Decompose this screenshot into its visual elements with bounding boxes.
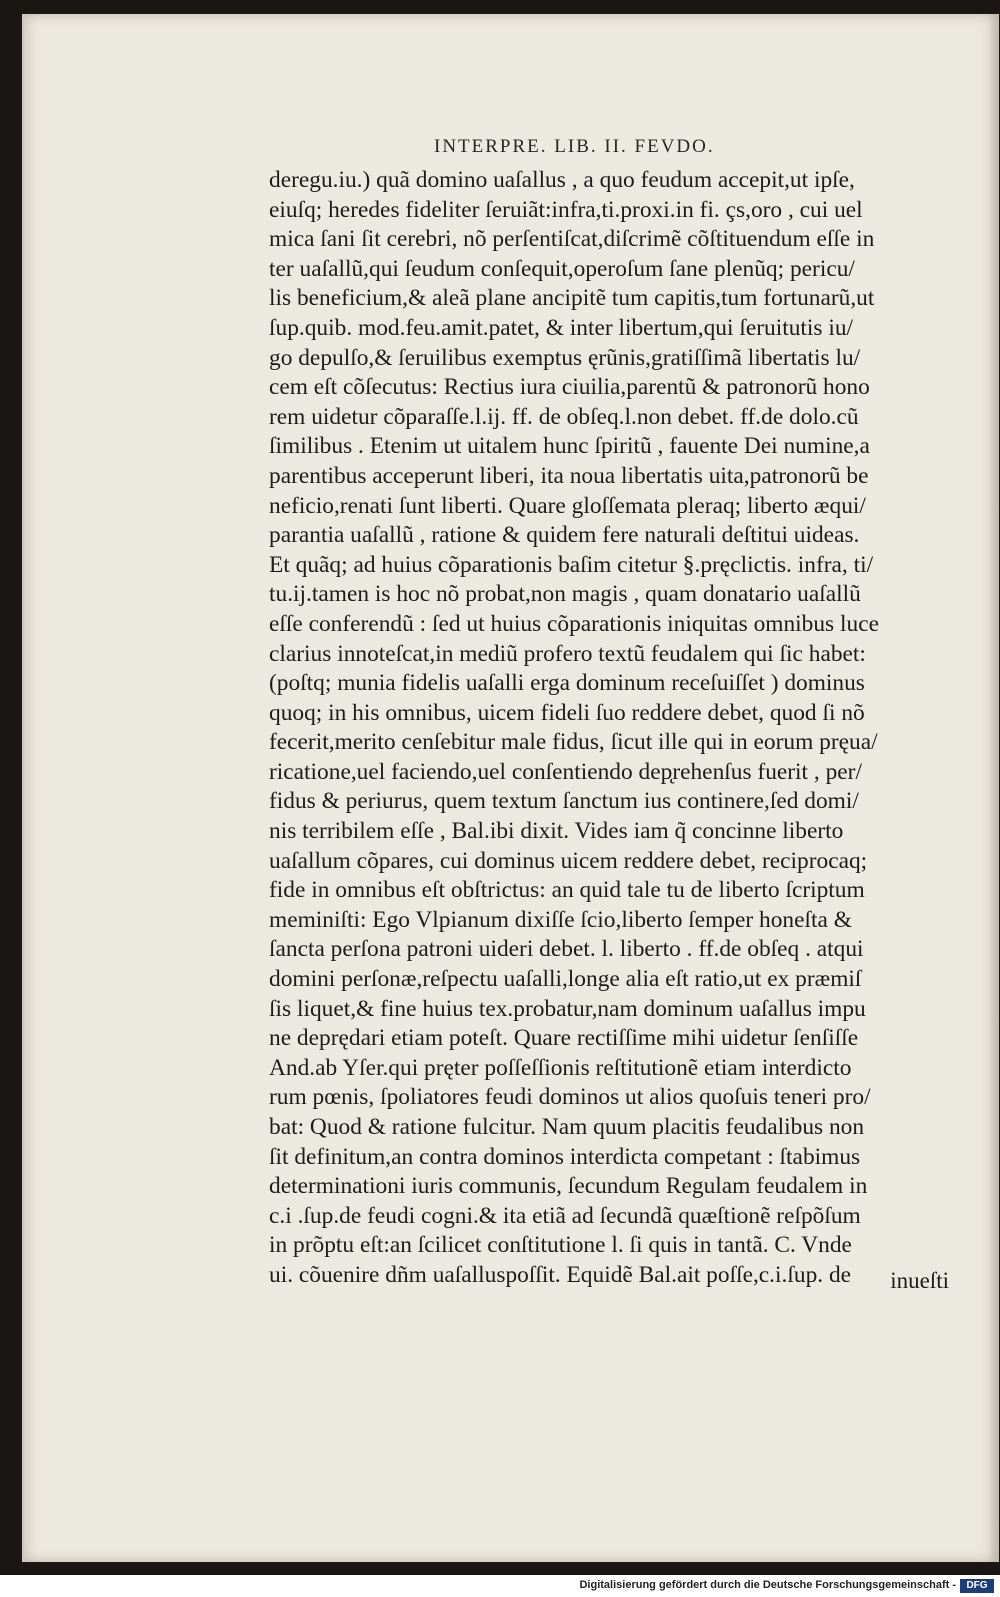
text-line: clarius innoteſcat,in mediũ profero textũ feudalem qui ſic habet:	[269, 640, 866, 667]
text-line: nis terribilem eſſe , Bal.ibi dixit. Vides iam q̃ concinne liberto	[269, 818, 844, 845]
text-line: ter uaſallũ,qui ſeudum conſequit,operoſum ſane plenũq; pericu/	[269, 255, 855, 282]
text-line: fidus & periurus, quem textum ſanctum ius continere,ſed domi/	[269, 788, 859, 815]
text-line: lis beneficium,& aleã plane ancipitẽ tum capitis,tum fortunarũ,ut	[269, 285, 875, 312]
text-line: bat: Quod & ratione fulcitur. Nam quum placitis feudalibus non	[269, 1114, 865, 1140]
text-line: in prõptu eſt:an ſcilicet conſtitutione l. ſi quis in tantã. C. Vnde	[269, 1232, 852, 1259]
text-line: parentibus acceperunt liberi, ita noua libertatis uita,patronorũ be	[269, 462, 869, 489]
text-line: go depulſo,& ſeruilibus exemptus ęrũnis,gratiſſimã libertatis lu/	[269, 344, 861, 371]
text-line: parantia uaſallũ , ratione & quidem fere naturali deſtitui uideas.	[269, 522, 860, 549]
text-line: And.ab Yſer.qui pręter poſſeſſionis reſtitutionẽ etiam interdicto	[269, 1054, 852, 1081]
text-line: ricatione,uel faciendo,uel conſentiendo dep̨rehenſus fuerit , per/	[269, 758, 862, 785]
text-line: mica ſani ſit cerebri, nõ perſentiſcat,diſcrimẽ cõſtituendum eſſe in	[269, 226, 875, 253]
text-line: ſup.quib. mod.feu.amit.patet, & inter libertum,qui ſeruitutis iu/	[269, 314, 854, 341]
text-line: deregu.iu.) quã domino uaſallus , a quo feudum accepit,ut ipſe,	[269, 167, 855, 193]
funding-credit: Digitalisierung gefördert durch die Deutsche Forschungsgemeinschaft -	[579, 1579, 956, 1591]
text-line: ſimilibus . Etenim ut uitalem hunc ſpiritũ , fauente Dei numine,a	[269, 433, 870, 460]
text-line: ſit definitum,an contra dominos interdicta competant : ſtabimus	[269, 1143, 861, 1170]
text-line: ui. cõuenire dñm uaſalluspoſſit. Equidẽ Bal.ait poſſe,c.i.ſup. de	[269, 1261, 852, 1288]
text-line: eiuſq; heredes fideliter ſeruiãt:infra,ti.proxi.in fi. çs,oro , cui uel	[269, 196, 863, 223]
text-line: determinationi iuris communis, ſecundum Regulam feudalem in	[269, 1173, 868, 1200]
text-line: fide in omnibus eſt obſtrictus: an quid tale tu de liberto ſcriptum	[269, 877, 865, 904]
text-line: uaſallum cõpares, cui dominus uicem reddere debet, reciprocaq;	[269, 847, 868, 874]
text-line: rem uidetur cõparaſſe.l.ij. ff. de obſeq.l.non debet. ff.de dolo.cũ	[269, 403, 859, 430]
text-line: domini perſonæ,reſpectu uaſalli,longe alia eſt ratio,ut ex præmiſ	[269, 966, 862, 993]
book-page	[22, 14, 999, 1562]
digitization-footer	[0, 1575, 1000, 1597]
running-head: INTERPRE. LIB. II. FEVDO.	[434, 136, 715, 157]
text-line: ſancta perſona patroni uideri debet. l. liberto . ff.de obſeq . atqui	[269, 936, 864, 963]
text-line: cem eſt cõſecutus: Rectius iura ciuilia,parentũ & patronorũ hono	[269, 374, 870, 401]
catchword: inueſti	[890, 1268, 949, 1293]
text-line: ne deprędari etiam poteſt. Quare rectiſſime mihi uidetur ſenſiſſe	[269, 1025, 859, 1052]
text-line: quoq; in his omnibus, uicem fideli ſuo reddere debet, quod ſi nõ	[269, 699, 865, 726]
text-line: c.i .ſup.de feudi cogni.& ita etiã ad ſecundã quæſtionẽ reſpõſum	[269, 1202, 861, 1229]
text-line: tu.ij.tamen is hoc nõ probat,non magis , quam donatario uaſallũ	[269, 581, 861, 608]
text-line: fecerit,merito cenſebitur male fidus, ſicut ille qui in eorum pręua/	[269, 729, 878, 756]
text-line: neficio,renati ſunt liberti. Quare gloſſemata pleraq; liberto æqui/	[269, 492, 866, 519]
text-line: ſis liquet,& fine huius tex.probatur,nam dominum uaſallus impu	[269, 995, 866, 1022]
text-line: eſſe conferendũ : ſed ut huius cõparationis iniquitas omnibus luce	[269, 610, 879, 637]
body-text	[269, 166, 951, 1291]
dfg-logo: DFG	[960, 1579, 994, 1593]
text-line: rum pœnis, ſpoliatores feudi dominos ut alios quoſuis teneri pro/	[269, 1084, 871, 1111]
text-line: Et quãq; ad huius cõparationis baſim citetur §.pręclictis. infra, ti/	[269, 551, 874, 578]
text-line: meminiſti: Ego Vlpianum dixiſſe ſcio,liberto ſemper honeſta &	[269, 906, 852, 933]
text-line: (poſtq; munia fidelis uaſalli erga dominum receſuiſſet ) dominus	[269, 670, 865, 697]
